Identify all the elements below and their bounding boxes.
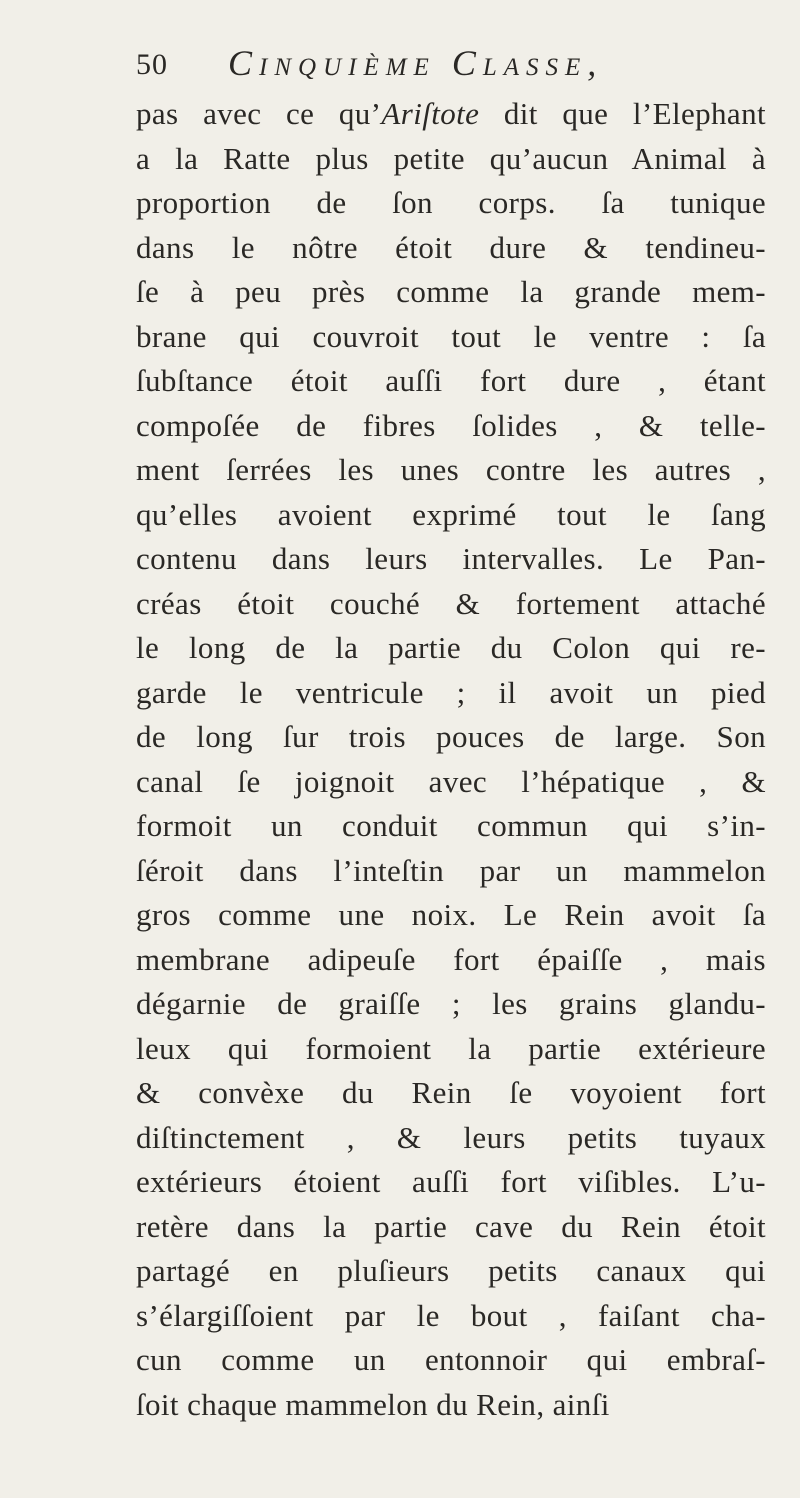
text-line: cun comme un entonnoir qui embraſ- — [136, 1342, 766, 1377]
text-line: gros comme une noix. Le Rein avoit ſa — [136, 897, 766, 932]
text-line: diſtinctement , & leurs petits tuyaux — [136, 1119, 766, 1155]
text-line: ſéroit dans l’inteſtin par un mammelon — [136, 852, 766, 888]
page-number: 50 — [136, 48, 168, 81]
text-line: proportion de ſon corps. ſa tunique — [136, 185, 766, 220]
text-line: qu’elles avoient exprimé tout le ſang — [136, 496, 766, 532]
text-line: ment ſerrées les unes contre les autres , — [136, 452, 766, 487]
text-line: pas avec ce qu’Ariſtote dit que l’Elephant — [136, 96, 766, 131]
author-name: Ariſtote — [381, 96, 480, 131]
text-line: partagé en pluſieurs petits canaux qui — [136, 1253, 766, 1288]
text-line: formoit un conduit commun qui s’in- — [136, 808, 766, 843]
text-line: créas étoit couché & fortement attaché — [136, 585, 766, 621]
text-line: garde le ventricule ; il avoit un pied — [136, 674, 766, 710]
text-line: a la Ratte plus petite qu’aucun Animal à — [136, 140, 766, 176]
text-line: brane qui couvroit tout le ventre : ſa — [136, 318, 766, 354]
text-line: ſe à peu près comme la grande mem- — [136, 274, 766, 309]
text-line: ſoit chaque mammelon du Rein, ainſi — [136, 1386, 610, 1422]
page-header — [136, 40, 736, 90]
text-line: & convèxe du Rein ſe voyoient fort — [136, 1075, 766, 1110]
text-line: s’élargiſſoient par le bout , faiſant cha- — [136, 1297, 766, 1333]
text-line: ſubſtance étoit auſſi fort dure , étant — [136, 363, 766, 398]
text-line: dégarnie de graiſſe ; les grains glandu- — [136, 986, 766, 1021]
text-line: canal ſe joignoit avec l’hépatique , & — [136, 763, 766, 799]
text-line: le long de la partie du Colon qui re- — [136, 630, 766, 665]
body-text — [136, 92, 766, 1427]
text-line: de long ſur trois pouces de large. Son — [136, 719, 766, 754]
text-line: membrane adipeuſe fort épaiſſe , mais — [136, 941, 766, 977]
text-line: contenu dans leurs intervalles. Le Pan- — [136, 541, 766, 576]
running-head: Cinquième Classe, — [228, 43, 604, 83]
text-line: retère dans la partie cave du Rein étoit — [136, 1208, 766, 1244]
text-line: leux qui formoient la partie extérieure — [136, 1030, 766, 1066]
text-line: extérieurs étoient auſſi fort viſibles. L’u- — [136, 1164, 766, 1199]
text-line: dans le nôtre étoit dure & tendineu- — [136, 229, 766, 265]
text-line: compoſée de fibres ſolides , & telle- — [136, 407, 766, 443]
